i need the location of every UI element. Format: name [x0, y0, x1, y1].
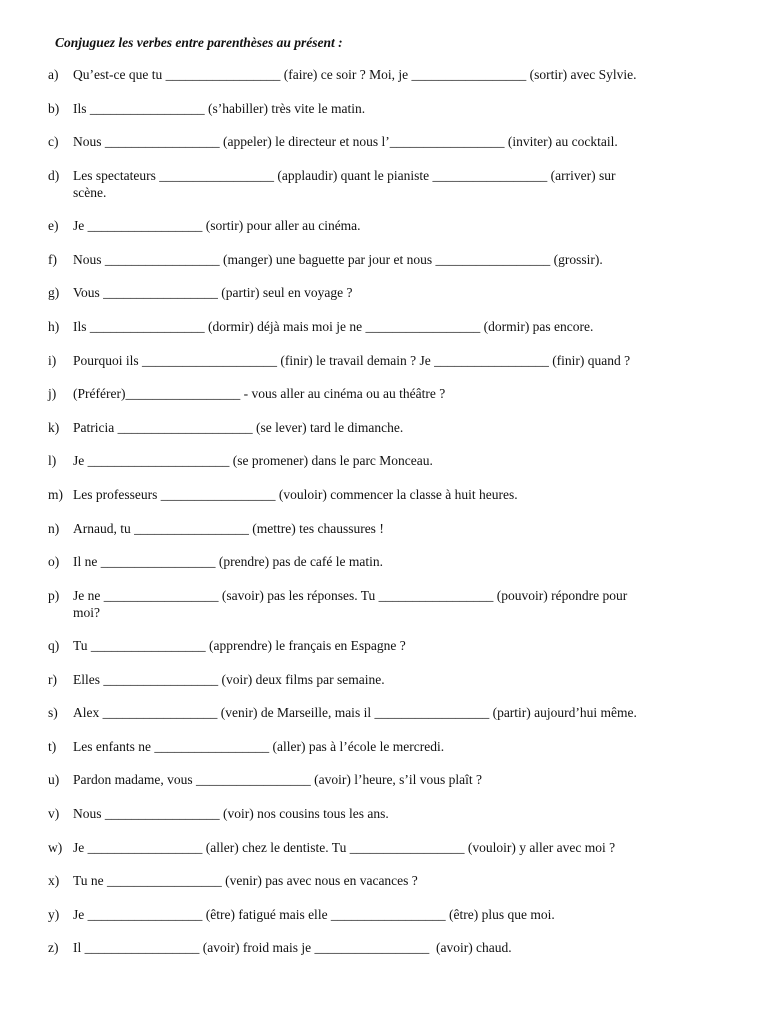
exercise-letter: n) — [48, 520, 60, 536]
exercise-item — [0, 637, 768, 671]
exercise-letter: d) — [48, 167, 60, 183]
exercise-letter: r) — [48, 671, 57, 687]
exercise-text: Tu ne _________________ (venir) pas avec nous en vacances ? — [73, 873, 418, 889]
exercise-item — [0, 906, 768, 940]
exercise-item — [0, 100, 768, 134]
exercise-letter: w) — [48, 839, 63, 855]
exercise-item — [0, 553, 768, 587]
exercise-letter: v) — [48, 806, 60, 822]
exercise-text: Nous _________________ (appeler) le directeur et nous l’_________________ (inviter) au cocktail. — [73, 134, 618, 150]
exercise-text: (Préférer)_________________ - vous aller au cinéma ou au théâtre ? — [73, 386, 446, 402]
exercise-item — [0, 520, 768, 554]
exercise-item — [0, 251, 768, 285]
exercise-item — [0, 738, 768, 772]
exercise-item — [0, 217, 768, 251]
exercise-text: Qu’est-ce que tu _________________ (faire) ce soir ? Moi, je _________________ (sortir) avec Sylvie. — [73, 67, 637, 82]
exercise-text: Alex _________________ (venir) de Marseille, mais il _________________ (partir) aujourd’hui même. — [73, 705, 637, 721]
exercise-text: Je _________________ (sortir) pour aller au cinéma. — [73, 218, 361, 234]
exercise-text: Nous _________________ (voir) nos cousins tous les ans. — [73, 806, 389, 822]
exercise-item — [0, 66, 768, 100]
exercise-letter: b) — [48, 100, 60, 116]
exercise-letter: p) — [48, 587, 60, 603]
exercise-text: Ils _________________ (s’habiller) très vite le matin. — [73, 100, 366, 116]
exercise-item — [0, 133, 768, 167]
exercise-text: Tu _________________ (apprendre) le français en Espagne ? — [73, 638, 406, 654]
exercise-text: Vous _________________ (partir) seul en voyage ? — [73, 285, 353, 301]
exercise-text: Je _________________ (être) fatigué mais elle _________________ (être) plus que moi. — [73, 906, 555, 922]
exercise-text: Ils _________________ (dormir) déjà mais moi je ne _________________ (dormir) pas encore. — [73, 318, 594, 334]
exercise-item — [0, 352, 768, 386]
exercise-letter: e) — [48, 218, 59, 234]
exercise-text: Les spectateurs _________________ (applaudir) quant le pianiste _________________ (arriver) sur scène. — [73, 167, 616, 200]
exercise-item — [0, 587, 768, 637]
exercise-text: Je _________________ (aller) chez le dentiste. Tu _________________ (vouloir) y aller avec moi ? — [73, 839, 616, 855]
exercise-item — [0, 872, 768, 906]
exercise-letter: q) — [48, 638, 60, 654]
exercise-item — [0, 452, 768, 486]
exercise-item — [0, 839, 768, 873]
exercise-text: Les professeurs _________________ (vouloir) commencer la classe à huit heures. — [73, 486, 518, 502]
exercise-item — [0, 671, 768, 705]
exercise-text: Nous _________________ (manger) une baguette par jour et nous _________________ (grossir). — [73, 251, 603, 267]
exercise-letter: s) — [48, 705, 58, 721]
exercise-letter: u) — [48, 772, 60, 788]
exercise-text: Arnaud, tu _________________ (mettre) tes chaussures ! — [73, 520, 384, 536]
exercise-item — [0, 318, 768, 352]
exercise-letter: h) — [48, 318, 60, 334]
exercise-text: Je ne _________________ (savoir) pas les réponses. Tu _________________ (pouvoir) répondre pour moi? — [73, 587, 628, 620]
exercise-letter: g) — [48, 285, 60, 301]
exercise-text: Il ne _________________ (prendre) pas de café le matin. — [73, 554, 384, 570]
exercise-item — [0, 385, 768, 419]
exercise-text: Pourquoi ils ____________________ (finir) le travail demain ? Je _________________ (finir) quand ? — [73, 352, 631, 368]
exercise-item — [0, 939, 768, 973]
exercise-text: Pardon madame, vous _________________ (avoir) l’heure, s’il vous plaît ? — [73, 772, 483, 788]
exercise-letter: m) — [48, 486, 63, 502]
exercise-letter: o) — [48, 554, 60, 570]
exercise-letter: c) — [48, 134, 59, 150]
exercise-letter: z) — [48, 940, 59, 956]
exercise-item — [0, 167, 768, 217]
exercise-text: Elles _________________ (voir) deux films par semaine. — [73, 671, 385, 687]
exercise-letter: x) — [48, 873, 60, 889]
exercise-text: Les enfants ne _________________ (aller) pas à l’école le mercredi. — [73, 738, 445, 754]
exercise-letter: j) — [48, 386, 57, 402]
exercise-item — [0, 486, 768, 520]
exercise-text: Il _________________ (avoir) froid mais je _________________ (avoir) chaud. — [73, 940, 512, 956]
worksheet-title: Conjuguez les verbes entre parenthèses au présent : — [55, 35, 343, 50]
exercise-list — [0, 66, 768, 973]
exercise-letter: f) — [48, 251, 57, 267]
exercise-item — [0, 284, 768, 318]
exercise-item — [0, 704, 768, 738]
exercise-text: Je _____________________ (se promener) dans le parc Monceau. — [73, 453, 433, 469]
exercise-item — [0, 419, 768, 453]
exercise-letter: a) — [48, 67, 59, 82]
exercise-letter: k) — [48, 419, 60, 435]
exercise-letter: i) — [48, 352, 57, 368]
exercise-letter: y) — [48, 906, 60, 922]
exercise-text: Patricia ____________________ (se lever) tard le dimanche. — [73, 419, 404, 435]
exercise-letter: l) — [48, 453, 57, 469]
exercise-letter: t) — [48, 738, 57, 754]
exercise-item — [0, 805, 768, 839]
exercise-item — [0, 771, 768, 805]
